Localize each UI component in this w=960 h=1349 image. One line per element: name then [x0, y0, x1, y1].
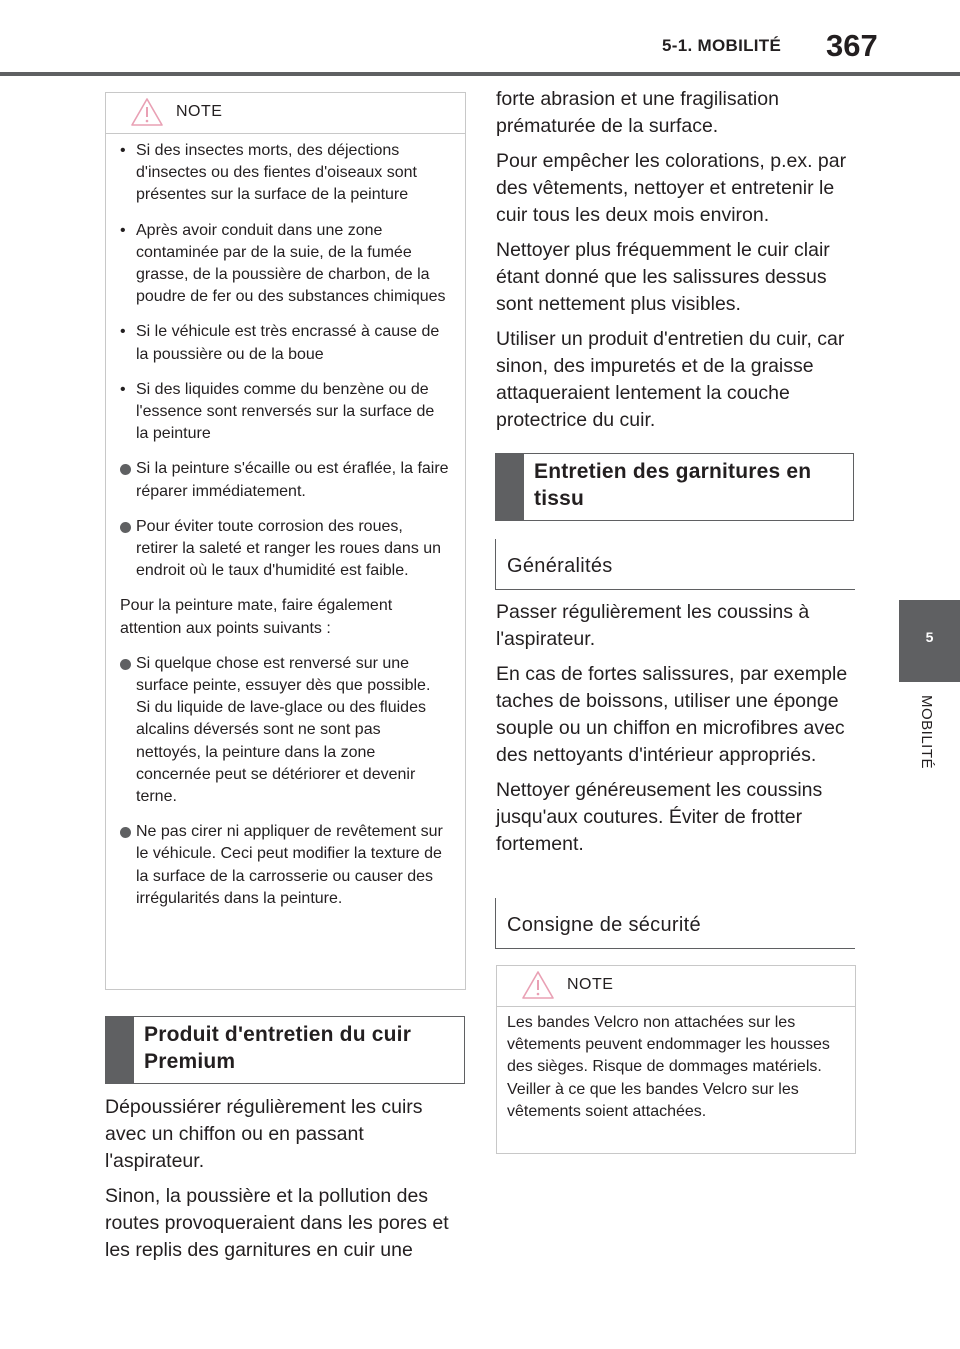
subheading-consigne	[495, 898, 855, 949]
subheading-text: Généralités	[507, 555, 613, 577]
right-column-body	[496, 86, 854, 442]
premium-body	[105, 1094, 465, 1272]
note-dot-item: Pour éviter toute corrosion des roues, retirer la saleté et ranger les roues dans un endroit où le taux d'humidité est faible.	[120, 516, 449, 583]
section-heading-text: Produit d'entretien du cuir Premium	[144, 1023, 412, 1073]
note-dot-item: Ne pas cirer ni appliquer de revêtement sur le véhicule. Ceci peut modifier la texture de la surface de la carrosserie ou causer des irrégularités dans la peinture.	[120, 821, 449, 910]
note-paragraph: Pour la peinture mate, faire également attention aux points suivants :	[120, 597, 393, 637]
body-paragraph: Nettoyer généreusement les coussins jusqu'aux coutures. Éviter de frotter fortement.	[496, 779, 823, 855]
subheading-generalites	[495, 539, 855, 590]
body-paragraph: Sinon, la poussière et la pollution des routes provoqueraient dans les pores et les replis des garnitures en cuir une	[105, 1185, 449, 1261]
warning-icon	[521, 970, 555, 1000]
section-heading-marker	[496, 454, 524, 520]
section-heading-premium	[105, 1016, 465, 1084]
section-header: 5-1. MOBILITÉ	[662, 36, 782, 55]
body-paragraph: Dépoussiérer régulièrement les cuirs avec un chiffon ou en passant l'aspirateur.	[105, 1096, 423, 1172]
chapter-number: 5	[925, 629, 934, 645]
note-header	[106, 93, 465, 134]
note-bullet-item: • Après avoir conduit dans une zone contaminée par de la suie, de la fumée grasse, de la poussière de charbon, de la poudre de fer ou des substances chimiques	[120, 220, 449, 309]
note-dot-item: Si la peinture s'écaille ou est éraflée, la faire réparer immédiatement.	[120, 458, 449, 502]
generalites-body	[496, 599, 854, 866]
note-title: NOTE	[567, 976, 614, 993]
header-rule	[0, 72, 960, 76]
note-body	[106, 134, 465, 935]
page-number: 367	[826, 28, 878, 63]
section-heading-text: Entretien des garnitures en tissu	[534, 460, 812, 510]
note-bullet-item: • Si des insectes morts, des déjections d'insectes ou des fientes d'oiseaux sont présentes sur la surface de la peinture	[120, 140, 449, 207]
note-box-left	[105, 92, 466, 990]
note-title: NOTE	[176, 103, 223, 120]
section-heading-tissu	[495, 453, 854, 521]
body-paragraph: Pour empêcher les colorations, p.ex. par des vêtements, nettoyer et entretenir le cuir tous les deux mois environ.	[496, 150, 847, 226]
warning-icon	[130, 97, 164, 127]
section-heading-marker	[106, 1017, 134, 1083]
subheading-text: Consigne de sécurité	[507, 914, 701, 936]
body-paragraph: Passer régulièrement les coussins à l'aspirateur.	[496, 601, 810, 650]
note-dot-item: Si quelque chose est renversé sur une surface peinte, essuyer dès que possible. Si du liquide de lave-glace ou des fluides alcalins déversés sont ne sont pas nettoyés, la peinture dans la zone concernée peut se détériorer et devenir terne.	[120, 653, 449, 808]
note-text: Les bandes Velcro non attachées sur les vêtements peuvent endommager les housses des sièges. Risque de dommages matériels. Veiller à ce que les bandes Velcro sur les vêtements soient attachées.	[507, 1014, 830, 1120]
note-bullet-item: • Si le véhicule est très encrassé à cause de la poussière ou de la boue	[120, 321, 449, 365]
body-paragraph: Utiliser un produit d'entretien du cuir, car sinon, des impuretés et de la graisse attaqueraient lentement la couche protectrice du cuir.	[496, 328, 845, 431]
body-paragraph: Nettoyer plus fréquemment le cuir clair étant donné que les salissures dessus sont nettement plus visibles.	[496, 239, 830, 315]
note-bullet-item: • Si des liquides comme du benzène ou de l'essence sont renversés sur la surface de la peinture	[120, 379, 449, 446]
note-body	[497, 1007, 855, 1135]
note-header	[497, 966, 855, 1007]
chapter-tab[interactable]	[899, 600, 960, 682]
body-paragraph: forte abrasion et une fragilisation prématurée de la surface.	[496, 88, 779, 137]
chapter-label: MOBILITÉ	[918, 695, 935, 770]
note-box-right	[496, 965, 856, 1154]
body-paragraph: En cas de fortes salissures, par exemple taches de boissons, utiliser une éponge souple ou un chiffon en microfibres avec des nettoyants d'intérieur appropriés.	[496, 663, 848, 766]
